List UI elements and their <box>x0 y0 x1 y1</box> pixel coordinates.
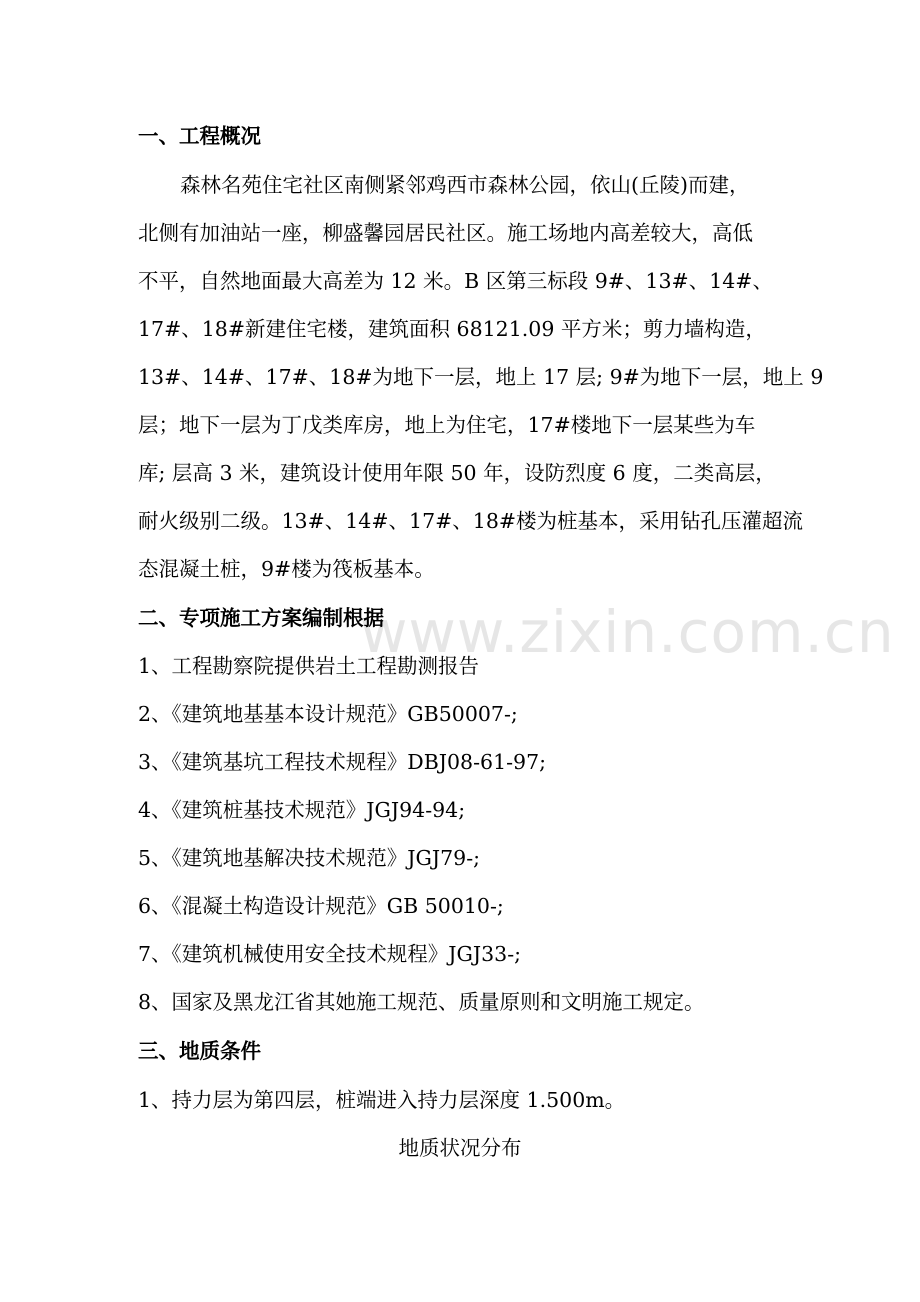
reference-item-4: 4、《建筑桩基技术规范》JGJ94-94; <box>138 798 466 822</box>
section-3-heading: 三、地质条件 <box>138 1039 261 1063</box>
reference-item-3: 3、《建筑基坑工程技术规程》DBJ08-61-97; <box>138 750 547 774</box>
section-1-line-2: 北侧有加油站一座，柳盛馨园居民社区。施工场地内高差较大，高低 <box>138 221 753 245</box>
geology-item-1: 1、持力层为第四层，桩端进入持力层深度 1.500m。 <box>138 1088 626 1112</box>
section-1-line-7: 库; 层高 3 米，建筑设计使用年限 50 年，设防烈度 6 度，二类高层， <box>138 461 776 485</box>
section-1-line-8: 耐火级别二级。13#、14#、17#、18#楼为桩基本，采用钻孔压灌超流 <box>138 509 804 533</box>
section-1-line-3: 不平，自然地面最大高差为 12 米。B 区第三标段 9#、13#、14#、 <box>138 269 773 293</box>
reference-item-6: 6、《混凝土构造设计规范》GB 50010-; <box>138 894 504 918</box>
reference-item-8: 8、国家及黑龙江省其她施工规范、质量原则和文明施工规定。 <box>138 990 705 1014</box>
section-1-line-6: 层；地下一层为丁戊类库房，地上为住宅，17#楼地下一层某些为车 <box>138 413 756 437</box>
reference-item-5: 5、《建筑地基解决技术规范》JGJ79-; <box>138 846 481 870</box>
section-1-line-9: 态混凝土桩，9#楼为筏板基本。 <box>138 557 435 581</box>
section-1-line-4: 17#、18#新建住宅楼，建筑面积 68121.09 平方米；剪力墙构造， <box>138 317 766 341</box>
watermark: www.zixin.com.cn <box>360 598 895 666</box>
section-2-heading: 二、专项施工方案编制根据 <box>138 606 384 630</box>
section-1-line-5: 13#、14#、17#、18#为地下一层，地上 17 层; 9#为地下一层，地上 9 <box>138 365 824 389</box>
section-1-heading: 一、工程概况 <box>138 124 261 148</box>
reference-item-7: 7、《建筑机械使用安全技术规程》JGJ33-; <box>138 942 522 966</box>
section-1-line-1: 森林名苑住宅社区南侧紧邻鸡西市森林公园，依山(丘陵)而建， <box>180 173 750 197</box>
reference-item-1: 1、工程勘察院提供岩土工程勘测报告 <box>138 654 480 678</box>
reference-item-2: 2、《建筑地基基本设计规范》GB50007-; <box>138 702 518 726</box>
table-caption: 地质状况分布 <box>398 1136 522 1160</box>
